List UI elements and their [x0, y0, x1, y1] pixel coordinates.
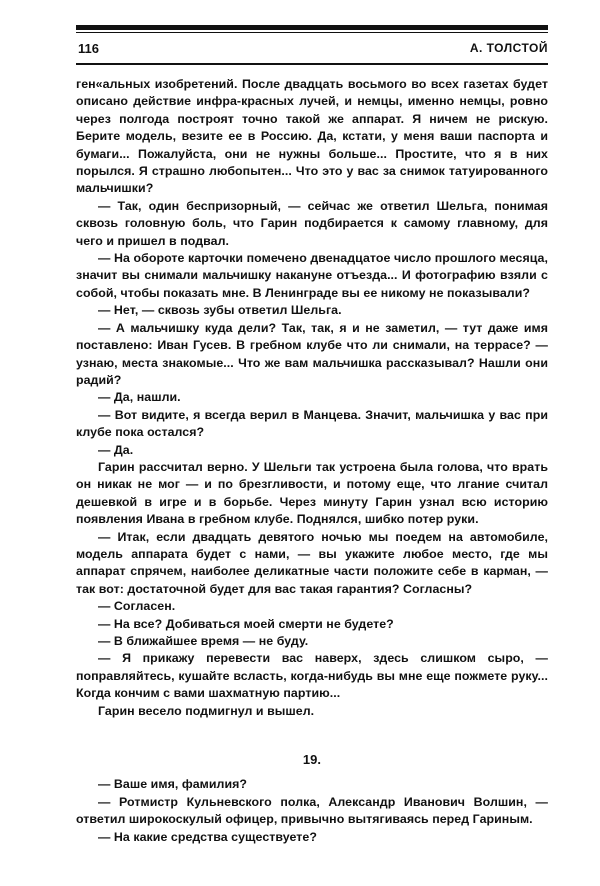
paragraph: — На какие средства существуете?: [98, 829, 317, 844]
header-rule-bottom: [76, 63, 548, 65]
page-number: 116: [78, 41, 99, 56]
paragraph: — А мальчишку куда дели? Так, так, я и не заметил, — тут даже имя поставлено: Иван Гусев. В гребном клубе что ли снимали, на террасе? — узнаю, места знакомые... Что же вам мальчишка рассказывал? Нашли они радий?: [76, 320, 548, 387]
paragraph: Гарин весело подмигнул и вышел.: [98, 703, 315, 718]
paragraph: — Согласен.: [98, 599, 176, 614]
paragraph: — Нет, — сквозь зубы ответил Шельга.: [98, 303, 342, 318]
paragraph: — На обороте карточки помечено двенадцатое число прошлого месяца, значит вы снимали мальчишку накануне отъезда... И фотографию взяли с собой, чтобы показать мне. В Ленинграде вы ее никому не показывали?: [76, 251, 548, 300]
header-rule-thick: [76, 25, 548, 30]
chapter-heading: 19.: [302, 752, 322, 768]
paragraph: — Да, нашли.: [98, 390, 181, 405]
paragraph: ген«альных изобретений. После двадцать восьмого во всех газетах будет описано действие инфра-красных лучей, и немцы, именно немцы, ровно через полгода построят точно такой же аппарат. Я ничем не рискую. Берите модель, везите ее в Россию. Да, кстати, у меня ваши паспорта и бумаги... Пожалуйста, они не нужны больше... Простите, что я в них порылся. Я страшно любопытен... Что это у вас за снимок татуированного мальчишки?: [76, 77, 548, 196]
paragraph: — На все? Добиваться моей смерти не будете?: [98, 616, 394, 631]
paragraph: — Ваше имя, фамилия?: [98, 777, 248, 792]
paragraph: — Так, один беспризорный, — сейчас же ответил Шельга, понимая сквозь головную боль, что Гарин подбирается к самому главному, для чего и пришел в подвал.: [76, 198, 548, 248]
paragraph: — Да.: [98, 442, 134, 457]
paragraph: — Я прикажу перевести вас наверх, здесь слишком сыро, — поправляйтесь, кушайте всласть, когда-нибудь вы мне еще пожмете руку... Когда кончим с вами шахматную партию...: [76, 651, 548, 701]
running-head: А. ТОЛСТОЙ: [469, 41, 548, 55]
paragraph: — Итак, если двадцать девятого ночью мы поедем на автомобиле, модель аппарата будет с нами, — вы укажите любое место, где мы аппарат спрячем, наиболее деликатные части положите себе в карман, — так вот: достаточной будет для вас такая гарантия? Согласны?: [76, 529, 548, 596]
paragraph: Гарин рассчитал верно. У Шельги так устроена была голова, что врать он никак не мог — и по брезгливости, и потому еще, что лгание считал дешевкой в игре и в борьбе. Через минуту Гарин узнал всю историю появления Ивана в гребном клубе. Поднялся, шибко потер руки.: [76, 459, 548, 527]
header-rule-thin: [76, 32, 548, 33]
paragraph: — Вот видите, я всегда верил в Манцева. Значит, мальчишка у вас при клубе пока остался?: [76, 407, 548, 440]
paragraph: — Ротмистр Кульневского полка, Александр Иванович Волшин, — ответил широкоскулый офицер, привычно вытягиваясь перед Гариным.: [76, 794, 548, 827]
paragraph: — В ближайшее время — не буду.: [98, 634, 309, 648]
body-text: [76, 76, 548, 846]
